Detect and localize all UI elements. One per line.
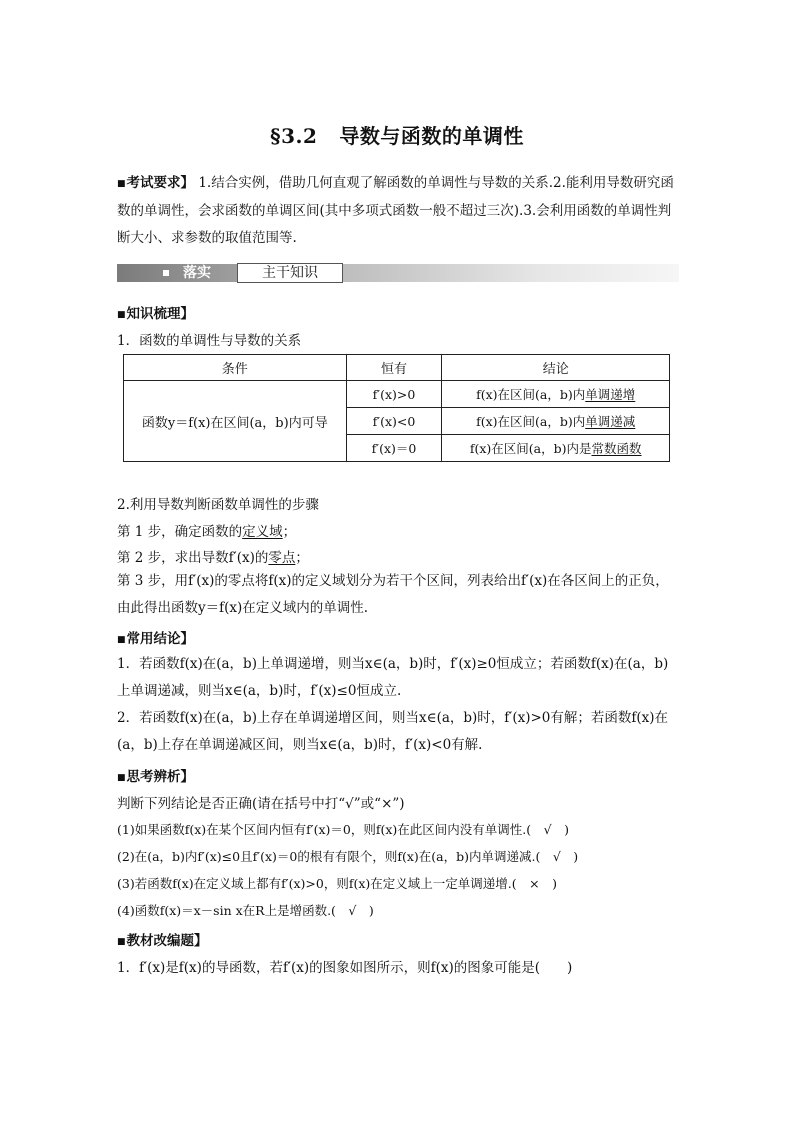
table-header: 结论 bbox=[442, 355, 670, 381]
bullet-icon: ■ bbox=[117, 773, 126, 783]
table-condition-cell: 函数y＝f(x)在区间(a，b)内可导 bbox=[124, 381, 347, 462]
textbook-heading: ■教材改编题】 bbox=[117, 933, 208, 949]
knowledge-heading: ■知识梳理】 bbox=[117, 306, 195, 322]
judge-intro: 判断下列结论是否正确(请在括号中打“√”或“×”) bbox=[117, 796, 405, 812]
bullet-icon: ■ bbox=[117, 937, 126, 947]
knowledge-item-1: 1．函数的单调性与导数的关系 bbox=[117, 333, 302, 349]
judge-item-3: (3)若函数f(x)在定义域上都有f′(x)>0，则f(x)在定义域上一定单调递增.( × ) bbox=[117, 876, 557, 891]
section-number: §3.2 bbox=[270, 124, 318, 148]
table-header: 恒有 bbox=[346, 355, 442, 381]
step-1: 第 1 步，确定函数的定义域； bbox=[117, 524, 297, 540]
banner-label: 落实 bbox=[183, 265, 211, 281]
step-3: 第 3 步，用f′(x)的零点将f(x)的定义域划分为若干个区间，列表给出f′(x)在各区间上的正负，由此得出函数y＝f(x)在定义域内的单调性. bbox=[117, 573, 669, 616]
monotonic-table bbox=[123, 354, 670, 462]
knowledge-item-2: 2.利用导数判断函数单调性的步骤 bbox=[117, 497, 319, 513]
textbook-question-1: 1．f′(x)是f(x)的导函数，若f′(x)的图象如图所示，则f(x)的图象可能是( ) bbox=[117, 960, 573, 976]
table-cell: f(x)在区间(a，b)内是常数函数 bbox=[442, 435, 670, 462]
table-cell: f′(x)>0 bbox=[346, 381, 442, 408]
conclusion-1: 1．若函数f(x)在(a，b)上单调递增，则当x∈(a，b)时，f′(x)≥0恒成立；若函数f(x)在(a，b)上单调递减，则当x∈(a，b)时，f′(x)≤0恒成立. bbox=[117, 656, 669, 699]
bullet-icon: ■ bbox=[117, 635, 126, 645]
judge-item-2: (2)在(a，b)内f′(x)≤0且f′(x)＝0的根有有限个，则f(x)在(a，b)内单调递减.( √ ) bbox=[117, 849, 579, 864]
bullet-icon: ■ bbox=[117, 310, 126, 320]
conclusion-2: 2．若函数f(x)在(a，b)上存在单调递增区间，则当x∈(a，b)时，f′(x)>0有解；若函数f(x)在(a，b)上存在单调递减区间，则当x∈(a，b)时，f′(x)<0有解. bbox=[117, 710, 669, 753]
judge-item-4: (4)函数f(x)＝x－sin x在R上是增函数.( √ ) bbox=[117, 903, 374, 918]
bullet-icon: ■ bbox=[117, 179, 126, 189]
conclusions-heading: ■常用结论】 bbox=[117, 631, 195, 647]
table-header: 条件 bbox=[124, 355, 347, 381]
banner-box-label: 主干知识 bbox=[237, 263, 343, 283]
exam-text: 1.结合实例，借助几何直观了解函数的单调性与导数的关系.2.能利用导数研究函数的单调性，会求函数的单调区间(其中多项式函数一般不超过三次).3.会利用函数的单调性判断大小、求参数的取值范围等. bbox=[117, 175, 674, 246]
table-row bbox=[124, 381, 670, 408]
table-header-row bbox=[124, 355, 670, 381]
section-banner bbox=[117, 263, 679, 283]
judge-item-1: (1)如果函数f(x)在某个区间内恒有f′(x)＝0，则f(x)在此区间内没有单调性.( √ ) bbox=[117, 822, 569, 837]
exam-label: 考试要求】 bbox=[126, 175, 195, 191]
exam-requirements bbox=[117, 170, 679, 252]
square-icon bbox=[163, 270, 169, 276]
page-title bbox=[0, 120, 794, 149]
table-cell: f(x)在区间(a，b)内单调递减 bbox=[442, 408, 670, 435]
table-cell: f′(x)＝0 bbox=[346, 435, 442, 462]
table-cell: f(x)在区间(a，b)内单调递增 bbox=[442, 381, 670, 408]
judge-heading: ■思考辨析】 bbox=[117, 769, 195, 785]
step-2: 第 2 步，求出导数f′(x)的零点； bbox=[117, 550, 309, 566]
table-cell: f′(x)<0 bbox=[346, 408, 442, 435]
section-title: 导数与函数的单调性 bbox=[339, 124, 524, 148]
